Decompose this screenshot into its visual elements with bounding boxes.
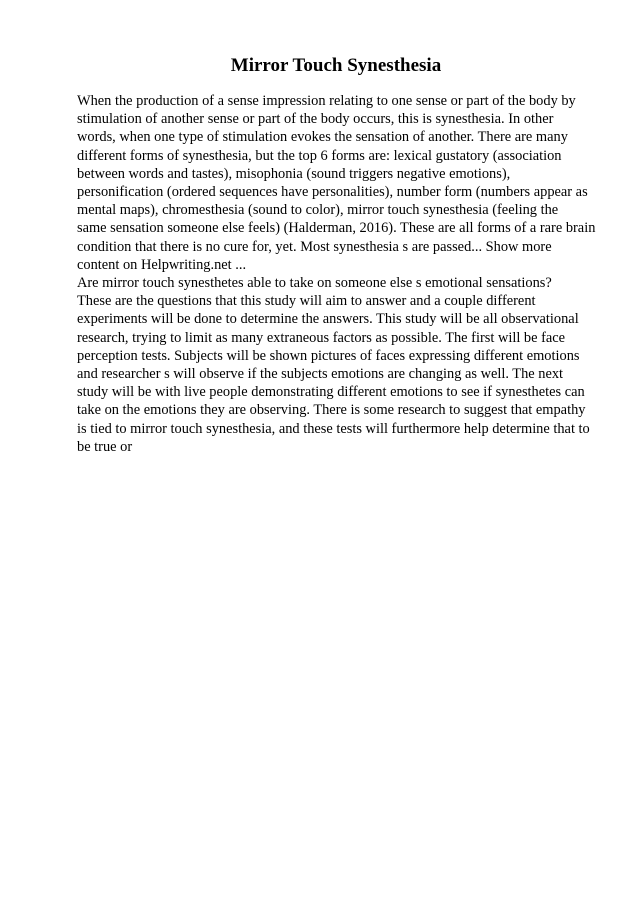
body-line: mental maps), chromesthesia (sound to color), mirror touch synesthesia (feeling the (77, 202, 559, 219)
body-line: same sensation someone else feels) (Halderman, 2016). These are all forms of a rare brain (77, 220, 596, 237)
body-line: content on Helpwriting.net ... (77, 256, 247, 273)
body-line: different forms of synesthesia, but the top 6 forms are: lexical gustatory (association (77, 147, 562, 164)
body-line: Are mirror touch synesthetes able to take on someone else s emotional sensations? (77, 275, 552, 292)
body-line: These are the questions that this study will aim to answer and a couple different (77, 293, 536, 310)
page-title: Mirror Touch Synesthesia (230, 55, 442, 76)
body-line: take on the emotions they are observing. There is some research to suggest that empathy (77, 402, 586, 419)
body-line: research, trying to limit as many extraneous factors as possible. The first will be face (77, 329, 566, 346)
body-line: When the production of a sense impression relating to one sense or part of the body by (77, 93, 576, 109)
body-line: and researcher s will observe if the subjects emotions are changing as well. The next (77, 366, 564, 383)
body-line: experiments will be done to determine the answers. This study will be all observational (77, 311, 579, 328)
body-line: personification (ordered sequences have personalities), number form (numbers appear as (77, 184, 588, 201)
body-line: study will be with live people demonstrating different emotions to see if synesthetes can (77, 384, 585, 401)
body-line: condition that there is no cure for, yet. Most synesthesia s are passed... Show more (77, 238, 552, 255)
body-line: perception tests. Subjects will be shown pictures of faces expressing different emotions (77, 347, 580, 364)
body-line: be true or (77, 438, 133, 455)
body-line: stimulation of another sense or part of the body occurs, this is synesthesia. In other (77, 111, 554, 128)
body-line: between words and tastes), misophonia (sound triggers negative emotions), (77, 165, 511, 182)
body-line: words, when one type of stimulation evokes the sensation of another. There are many (77, 129, 568, 146)
document-body (77, 92, 597, 456)
body-line: is tied to mirror touch synesthesia, and these tests will furthermore help determine that to (77, 420, 590, 437)
